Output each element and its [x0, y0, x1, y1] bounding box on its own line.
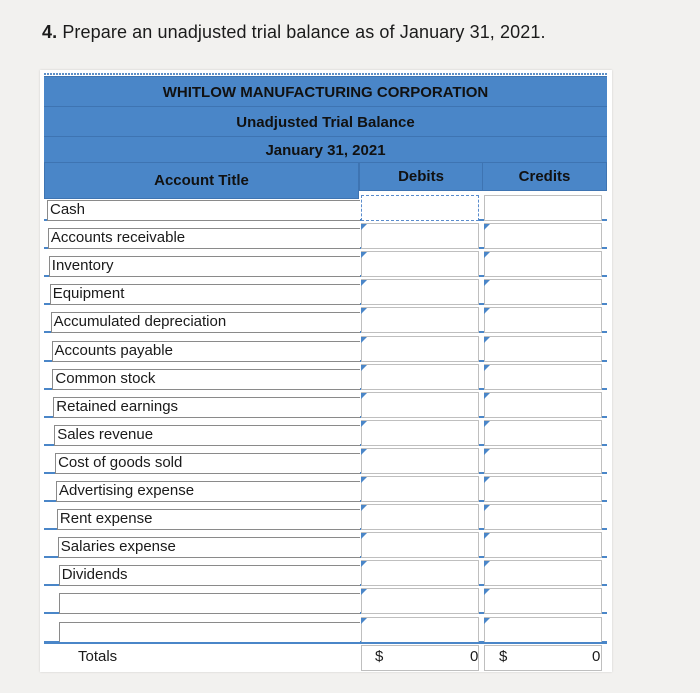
cell-marker-icon [484, 252, 490, 258]
cell-marker-icon [361, 449, 367, 455]
credit-input-cell[interactable] [484, 364, 602, 390]
cell-marker-icon [484, 618, 490, 624]
question-text: Prepare an unadjusted trial balance as of January 31, 2021. [62, 22, 546, 42]
column-header-credits-label: Credits [518, 168, 571, 185]
cell-marker-icon [484, 449, 490, 455]
account-title-cell: Common stock [52, 369, 360, 390]
credit-input-cell[interactable] [484, 588, 602, 614]
credit-input-cell[interactable] [484, 560, 602, 586]
column-header-credits [482, 162, 607, 191]
cell-marker-icon [484, 308, 490, 314]
cell-marker-icon [361, 393, 367, 399]
cell-marker-icon [484, 561, 490, 567]
account-title-cell: Rent expense [57, 509, 360, 530]
debit-input-cell[interactable] [361, 532, 479, 558]
company-name: WHITLOW MANUFACTURING CORPORATION [44, 76, 607, 107]
cell-marker-icon [484, 337, 490, 343]
debit-input-cell[interactable] [361, 448, 479, 474]
totals-credit-value: 0 [592, 648, 601, 665]
debit-input-cell[interactable] [361, 336, 479, 362]
column-header-debits [359, 162, 483, 191]
statement-date: January 31, 2021 [44, 136, 607, 163]
totals-divider [44, 642, 607, 644]
account-title-cell: Accounts payable [52, 341, 361, 362]
cell-marker-icon [361, 365, 367, 371]
credit-input-cell[interactable] [484, 307, 602, 333]
column-header-debits-label: Debits [398, 168, 444, 185]
totals-debit-currency: $ [375, 648, 384, 665]
question-number: 4. [42, 22, 58, 42]
debit-input-cell[interactable] [361, 392, 479, 418]
cell-marker-icon [484, 280, 490, 286]
credit-input-cell[interactable] [484, 223, 602, 249]
credit-input-cell[interactable] [484, 195, 602, 221]
account-title-cell: Accumulated depreciation [51, 312, 360, 333]
debit-input-cell[interactable] [361, 476, 479, 502]
cell-marker-icon [484, 421, 490, 427]
debit-input-cell[interactable] [361, 364, 479, 390]
account-title-cell: Salaries expense [58, 537, 360, 558]
cell-marker-icon [361, 505, 367, 511]
debit-input-cell[interactable] [361, 223, 479, 249]
cell-marker-icon [361, 421, 367, 427]
credit-input-cell[interactable] [484, 617, 602, 643]
debit-input-cell[interactable] [361, 195, 479, 221]
account-title-cell: Cash [47, 200, 360, 221]
account-title-cell: Cost of goods sold [55, 453, 360, 474]
account-title-cell[interactable] [59, 622, 360, 643]
cell-marker-icon [484, 224, 490, 230]
cell-marker-icon [484, 533, 490, 539]
account-title-cell: Advertising expense [56, 481, 360, 502]
totals-credit-currency: $ [499, 648, 508, 665]
cell-marker-icon [361, 533, 367, 539]
cell-marker-icon [484, 365, 490, 371]
account-title-cell: Inventory [49, 256, 360, 277]
account-title-cell: Retained earnings [53, 397, 360, 418]
debit-input-cell[interactable] [361, 504, 479, 530]
credit-input-cell[interactable] [484, 448, 602, 474]
credit-input-cell[interactable] [484, 476, 602, 502]
cell-marker-icon [361, 252, 367, 258]
credit-input-cell[interactable] [484, 420, 602, 446]
debit-input-cell[interactable] [361, 279, 479, 305]
account-title-cell: Equipment [50, 284, 360, 305]
credit-input-cell[interactable] [484, 532, 602, 558]
credit-input-cell[interactable] [484, 504, 602, 530]
account-title-cell[interactable] [59, 593, 360, 614]
cell-marker-icon [484, 477, 490, 483]
cell-marker-icon [361, 224, 367, 230]
debit-input-cell[interactable] [361, 588, 479, 614]
column-header-account-title [44, 162, 359, 199]
debit-input-cell[interactable] [361, 560, 479, 586]
cell-marker-icon [361, 477, 367, 483]
cell-marker-icon [484, 393, 490, 399]
cell-marker-icon [361, 589, 367, 595]
totals-debit-value: 0 [470, 648, 479, 665]
account-title-cell: Accounts receivable [48, 228, 360, 249]
debit-input-cell[interactable] [361, 617, 479, 643]
cell-marker-icon [361, 337, 367, 343]
credit-input-cell[interactable] [484, 336, 602, 362]
debit-input-cell[interactable] [361, 307, 479, 333]
debit-input-cell[interactable] [361, 420, 479, 446]
cell-marker-icon [361, 308, 367, 314]
cell-marker-icon [484, 505, 490, 511]
cell-marker-icon [361, 561, 367, 567]
totals-label: Totals [78, 648, 118, 665]
account-title-cell: Dividends [59, 565, 360, 586]
cell-marker-icon [484, 589, 490, 595]
column-header-account-title-label: Account Title [154, 172, 249, 189]
table-top-border [44, 73, 607, 75]
question-prompt [42, 22, 546, 43]
credit-input-cell[interactable] [484, 392, 602, 418]
statement-title: Unadjusted Trial Balance [44, 106, 607, 137]
debit-input-cell[interactable] [361, 251, 479, 277]
credit-input-cell[interactable] [484, 251, 602, 277]
credit-input-cell[interactable] [484, 279, 602, 305]
cell-marker-icon [361, 618, 367, 624]
account-title-cell: Sales revenue [54, 425, 360, 446]
cell-marker-icon [361, 280, 367, 286]
